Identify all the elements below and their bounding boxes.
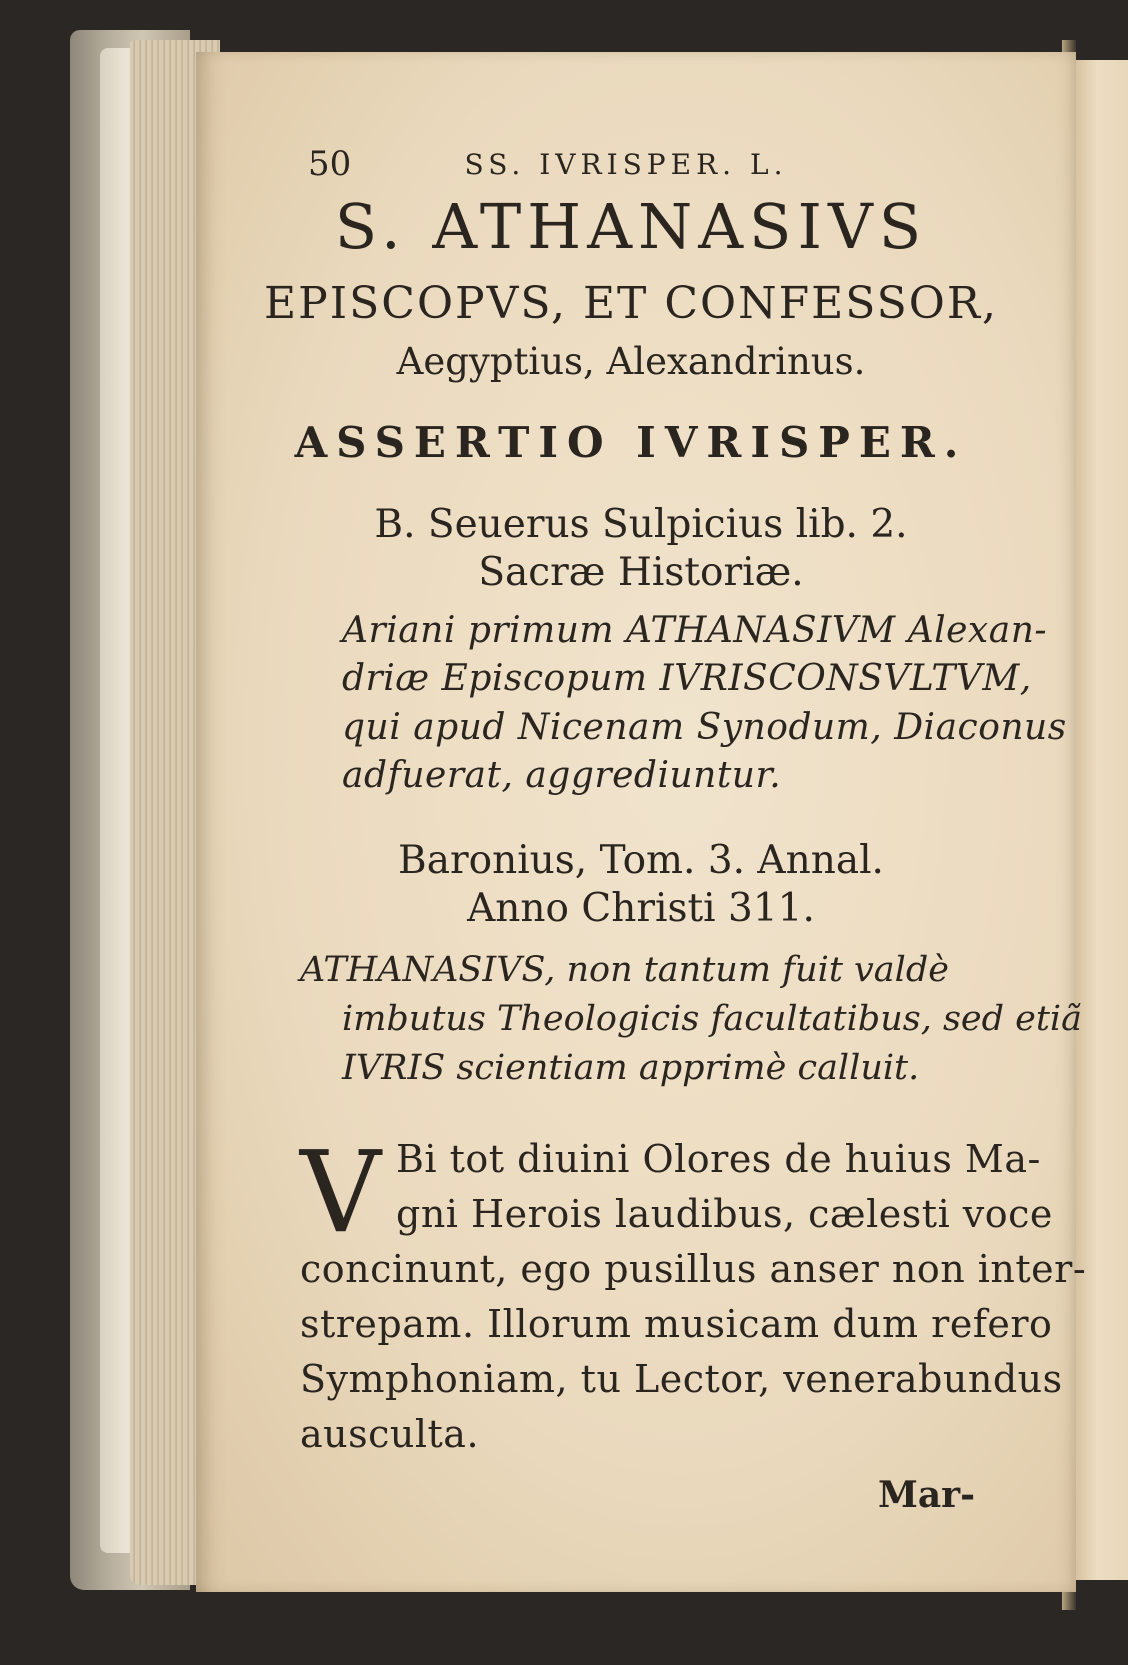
running-title: SS. IVRISPER. L.	[464, 148, 788, 181]
quote-line: IVRIS scientiam apprimè calluit.	[342, 1048, 920, 1088]
quote-line: Ariani primum ATHANASIVM Alexan-	[342, 610, 1048, 651]
quote-line: imbutus Theologicis facultatibus, sed etiã	[342, 999, 1082, 1039]
body-line: Bi tot diuini Olores de huius Ma-	[396, 1137, 1041, 1181]
body-line: ausculta.	[300, 1412, 480, 1456]
saint-rank: EPISCOPVS, ET CONFESSOR,	[264, 278, 998, 329]
source-citation-line: B. Seuerus Sulpicius lib. 2.	[374, 502, 908, 547]
body-line: gni Herois laudibus, cælesti voce	[396, 1192, 1053, 1236]
source-citation-line: Baronius, Tom. 3. Annal.	[398, 838, 884, 883]
catchword: Mar-	[878, 1474, 976, 1516]
drop-cap: V	[300, 1128, 381, 1258]
quote-line: driæ Episcopum IVRISCONSVLTVM,	[342, 658, 1032, 699]
assertion-heading: ASSERTIO IVRISPER.	[294, 418, 968, 467]
quote-line: qui apud Nicenam Synodum, Diaconus	[342, 707, 1067, 748]
saint-origin: Aegyptius, Alexandrinus.	[396, 340, 866, 383]
source-citation-line: Anno Christi 311.	[467, 886, 815, 931]
facing-page-edge	[1076, 60, 1128, 1580]
body-line: concinunt, ego pusillus anser non inter-	[300, 1247, 1087, 1291]
book-page	[196, 52, 1087, 1592]
saint-name: S. ATHANASIVS	[334, 190, 928, 263]
source-citation-line: Sacræ Historiæ.	[478, 550, 804, 595]
quote-line: ATHANASIVS, non tantum fuit valdè	[300, 950, 949, 990]
body-line: strepam. Illorum musicam dum refero	[300, 1302, 1053, 1346]
body-line: Symphoniam, tu Lector, venerabundus	[300, 1357, 1063, 1401]
page-number: 50	[308, 144, 352, 184]
quote-line: adfuerat, aggrediuntur.	[342, 755, 782, 796]
